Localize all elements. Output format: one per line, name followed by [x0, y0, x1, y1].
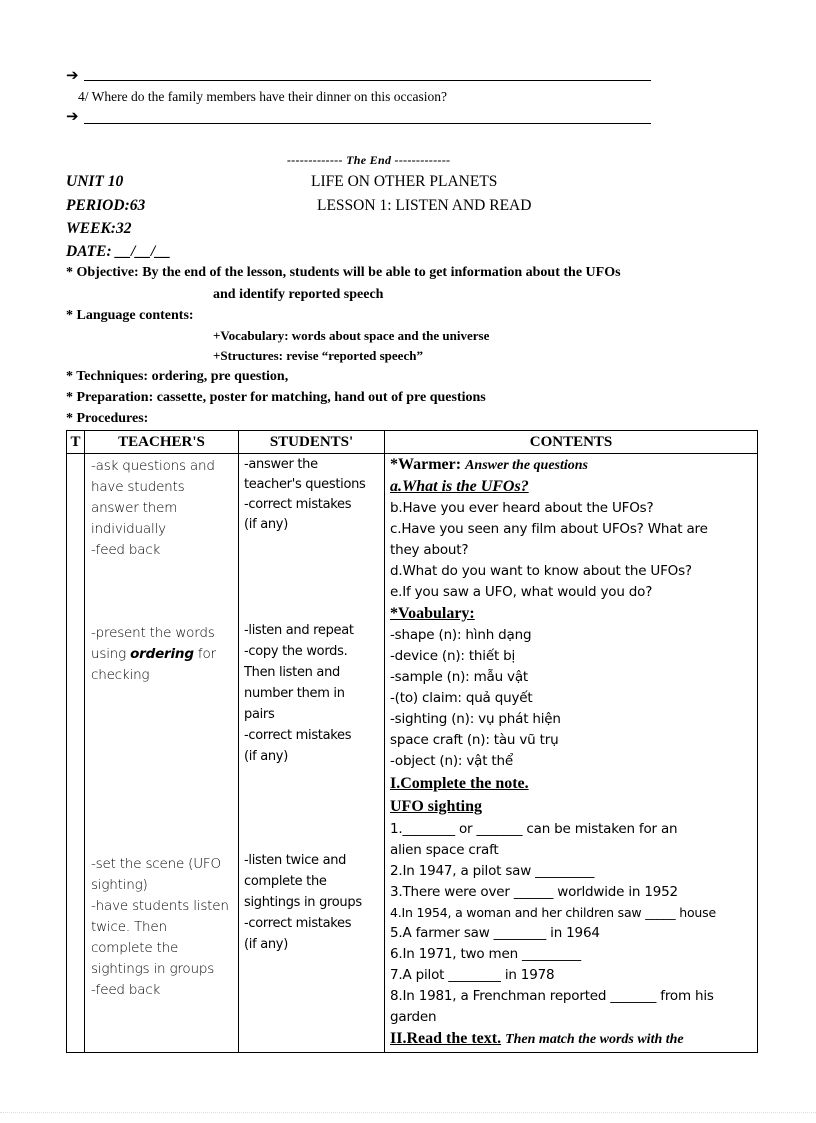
the-end-marker: ------------- The End -------------: [287, 153, 451, 167]
unit-title: LIFE ON OTHER PLANETS: [311, 173, 498, 190]
header-students: STUDENTS': [239, 431, 385, 454]
page-footer-rule: [0, 1112, 816, 1113]
teacher-line: -set the scene (UFO: [91, 856, 221, 872]
vocab-item: space craft (n): tàu vũ trụ: [390, 732, 559, 748]
students-line: (if any): [244, 749, 288, 764]
section-2-task: Then match the words with the: [505, 1032, 684, 1047]
note-line: 7.A pilot ________ in 1978: [390, 967, 555, 983]
students-line: number them in: [244, 686, 345, 701]
vocab-item: -(to) claim: quả quyết: [390, 690, 533, 706]
header-t: T: [67, 431, 85, 454]
note-line: 1.________ or _______ can be mistaken for an: [390, 821, 678, 837]
vocabulary-heading: *Voabulary:: [390, 605, 475, 622]
teacher-line: -feed back: [91, 542, 161, 558]
note-line: 2.In 1947, a pilot saw _________: [390, 863, 595, 879]
structures-note: +Structures: revise “reported speech”: [213, 348, 423, 363]
answer-line: [84, 80, 651, 81]
lesson-table: [66, 430, 758, 1053]
table-row: [67, 454, 758, 1053]
table-header-row: [67, 431, 758, 454]
question-c-cont: they about?: [390, 542, 469, 558]
students-line: -correct mistakes: [244, 728, 352, 743]
students-line: sightings in groups: [244, 895, 362, 910]
teacher-word: using: [91, 646, 126, 662]
answer-line: [84, 123, 651, 124]
note-line: 6.In 1971, two men _________: [390, 946, 581, 962]
header-contents: CONTENTS: [385, 431, 758, 454]
procedures: * Procedures:: [66, 411, 149, 426]
ufo-sighting-heading: UFO sighting: [390, 798, 483, 815]
arrow-icon: ➔: [66, 107, 79, 125]
vocab-item: -sample (n): mẫu vật: [390, 669, 529, 685]
warmer-heading: [390, 456, 588, 474]
students-line: -correct mistakes: [244, 916, 352, 931]
teacher-line: checking: [91, 667, 150, 683]
vocab-item: -device (n): thiết bị: [390, 648, 516, 664]
contents-cell: [385, 454, 758, 1053]
note-line: alien space craft: [390, 842, 499, 858]
students-line: -correct mistakes: [244, 497, 352, 512]
section-2-label: II.Read the text.: [390, 1030, 502, 1047]
teacher-line: [91, 646, 216, 662]
note-line: 8.In 1981, a Frenchman reported _______ from his: [390, 988, 714, 1004]
warmer-label: *Warmer:: [390, 456, 462, 473]
teacher-line: sightings in groups: [91, 961, 215, 977]
question-b: b.Have you ever heard about the UFOs?: [390, 500, 654, 516]
question-4: 4/ Where do the family members have their dinner on this occasion?: [78, 89, 448, 104]
teacher-line: answer them: [91, 500, 178, 516]
question-a: a.What is the UFOs?: [390, 478, 529, 495]
preparation: * Preparation: cassette, poster for matching, hand out of pre questions: [66, 390, 486, 405]
section-2-heading: [390, 1030, 684, 1048]
students-cell: [239, 454, 385, 1053]
teacher-line: -feed back: [91, 982, 161, 998]
note-line: garden: [390, 1009, 437, 1025]
teacher-line: sighting): [91, 877, 148, 893]
students-line: -copy the words.: [244, 644, 348, 659]
week-label: WEEK:32: [66, 220, 132, 237]
techniques: * Techniques: ordering, pre question,: [66, 369, 289, 384]
note-line: 4.In 1954, a woman and her children saw _____ house: [390, 905, 716, 920]
objective-line-1: * Objective: By the end of the lesson, students will be able to get information about the UFOs: [66, 265, 621, 280]
warmer-task: Answer the questions: [465, 458, 589, 473]
students-line: Then listen and: [244, 665, 340, 680]
students-line: (if any): [244, 517, 288, 532]
teacher-line: -present the words: [91, 625, 215, 641]
teacher-emphasis: ordering: [130, 646, 194, 662]
students-line: teacher's questions: [244, 477, 366, 492]
students-line: -answer the: [244, 457, 318, 472]
question-c: c.Have you seen any film about UFOs? What are: [390, 521, 708, 537]
teacher-line: twice. Then: [91, 919, 167, 935]
students-line: complete the: [244, 874, 327, 889]
note-line: 5.A farmer saw ________ in 1964: [390, 925, 600, 941]
students-line: (if any): [244, 937, 288, 952]
section-1-heading: I.Complete the note.: [390, 775, 529, 792]
teacher-line: individually: [91, 521, 166, 537]
teacher-line: -have students listen: [91, 898, 229, 914]
date-label: DATE: __/__/__: [66, 243, 171, 260]
vocab-item: -object (n): vật thể: [390, 753, 513, 769]
students-line: -listen and repeat: [244, 623, 354, 638]
question-e: e.If you saw a UFO, what would you do?: [390, 584, 653, 600]
lesson-title: LESSON 1: LISTEN AND READ: [317, 197, 532, 214]
vocab-item: -shape (n): hình dạng: [390, 627, 532, 643]
teacher-line: complete the: [91, 940, 179, 956]
language-contents: * Language contents:: [66, 308, 194, 323]
teacher-cell: [85, 454, 239, 1053]
period-label: PERIOD:63: [66, 197, 146, 214]
teacher-line: have students: [91, 479, 185, 495]
objective-line-2: and identify reported speech: [213, 287, 384, 302]
vocab-item: -sighting (n): vụ phát hiện: [390, 711, 561, 727]
arrow-icon: ➔: [66, 66, 79, 84]
teacher-line: -ask questions and: [91, 458, 215, 474]
vocabulary-note: +Vocabulary: words about space and the universe: [213, 328, 490, 343]
header-teacher: TEACHER'S: [85, 431, 239, 454]
unit-label: UNIT 10: [66, 173, 124, 190]
students-line: pairs: [244, 707, 275, 722]
question-d: d.What do you want to know about the UFOs?: [390, 563, 692, 579]
students-line: -listen twice and: [244, 853, 347, 868]
teacher-word: for: [197, 646, 216, 662]
time-cell: [67, 454, 85, 1053]
note-line: 3.There were over ______ worldwide in 1952: [390, 884, 678, 900]
